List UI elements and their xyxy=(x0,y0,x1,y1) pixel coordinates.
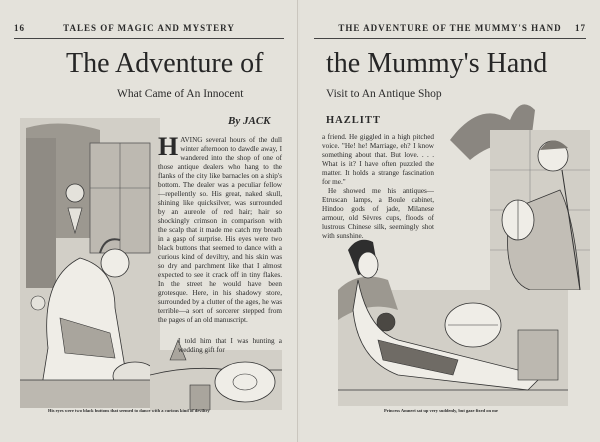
byline-left xyxy=(228,115,271,127)
left-page xyxy=(0,0,298,442)
left-header xyxy=(14,23,284,35)
subtitle-part-one: What Came of An Innocent xyxy=(117,88,244,100)
story-column-left xyxy=(158,132,282,332)
author-last-name: HAZLITT xyxy=(326,115,381,126)
story-continuation-left xyxy=(178,337,282,355)
caption-left: His eyes were two black buttons that seemed to dance with a curious kind of deviltry xyxy=(48,408,210,413)
subtitle-part-two: Visit to An Antique Shop xyxy=(326,88,442,100)
author-first-name: JACK xyxy=(242,115,271,127)
title-part-two: the Mummy's Hand xyxy=(326,48,548,79)
header-rule-left xyxy=(14,38,284,39)
antique-dealer-illustration xyxy=(20,118,160,408)
right-page xyxy=(300,0,600,442)
story-column-right xyxy=(322,133,434,241)
page-number-right: 17 xyxy=(575,23,586,33)
right-header xyxy=(314,23,586,35)
running-head-right: THE ADVENTURE OF THE MUMMY'S HAND xyxy=(338,23,562,33)
running-head-left: TALES OF MAGIC AND MYSTERY xyxy=(63,23,235,33)
princess-amneri-illustration xyxy=(338,230,568,406)
header-rule-right xyxy=(314,38,586,39)
title-part-one: The Adventure of xyxy=(66,48,264,79)
story-paragraph-1: AVING several hours of the dull winter afternoon to dawdle away, I wandered into the shop of one of those antique dealers who hang to the flanks of the city like barnacles on a ship's bottom. The dealer was a peculiar fellow—repellently so. His great, naked skull, shining like quicksilver, was surrounded by an aureole of red hair; hair so shockingly crimson in comparison with the scalp that it made me catch my breath in a gasp of surprise. His eyes were two black buttons that seemed to dance with a curious kind of deviltry, and his skin was so dry and parchment like that I almost expected to see it crack off in tiny flakes. In the street he would have been grotesque. Here, in his shadowy store, surrounded by a clutter of the ages, he was terrible—a sort of sorcerer stepped from the pages of an old manuscript. xyxy=(158,136,282,324)
caption-right: Princess Amneri sat up very suddenly, but gaze fixed on me xyxy=(384,408,498,413)
story-paragraph-4: He showed me his antiques—Etruscan lamps, a Boule cabinet, Hindoo gods of jade, Milanese armour, old Sèvres cups, floods of lustrous Chinese silk, seemingly shot with sunshine. xyxy=(322,187,434,240)
story-paragraph-2: I told him that I was hunting a wedding gift for xyxy=(178,337,282,354)
story-paragraph-3: a friend. He giggled in a high pitched voice. "He! he! Marriage, eh? I know something about that. But love. . . . What is it? I have often puzzled the matter. It holds a strange fascination for me." xyxy=(322,133,434,186)
drop-cap: H xyxy=(158,132,179,161)
page-number-left: 16 xyxy=(14,23,25,33)
byline-prefix: By xyxy=(228,115,241,127)
